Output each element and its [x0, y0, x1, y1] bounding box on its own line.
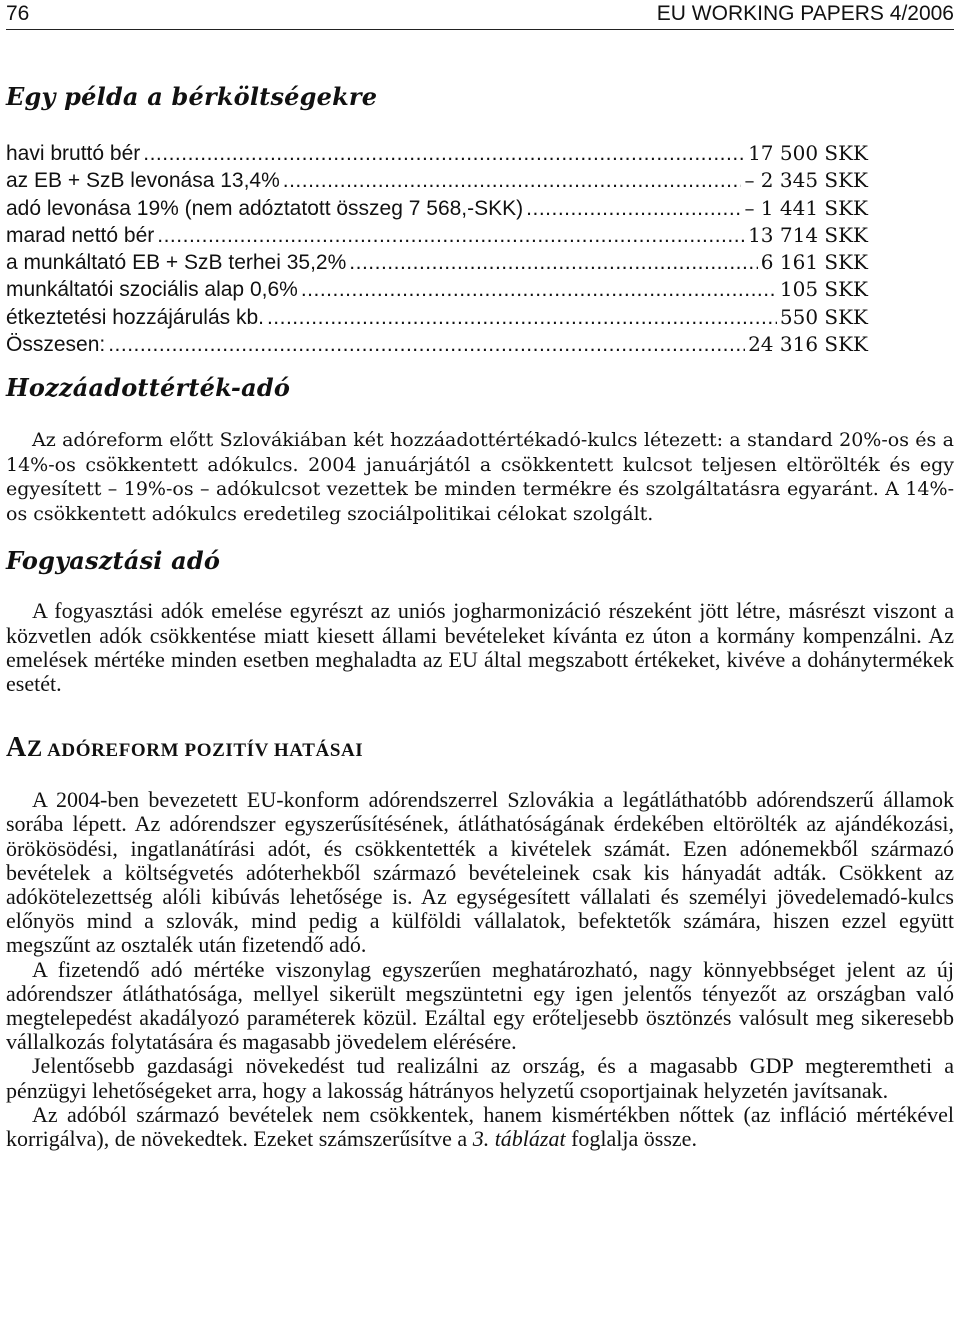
heading-small-caps: ADÓREFORM POZITÍV HATÁSAI — [42, 740, 364, 762]
wage-row — [6, 305, 868, 332]
running-title: EU WORKING PAPERS 4/2006 — [656, 2, 954, 25]
wage-row-value: 13 714 SKK — [748, 222, 868, 247]
wage-row-value: 17 500 SKK — [748, 141, 868, 165]
wage-row-label: marad nettó bér — [6, 223, 155, 247]
excise-paragraph: A fogyasztási adók emelése egyrészt az uniós jogharmonizáció részeként jött létre, másrészt viszont a közvetlen adók csökkentése miatt kiesett állami bevételeket kívánta ez úton a kormány kompenzálni. Az emelések mértéke minden esetben meghaladta az EU által megszabott értékeket, kivéve a dohánytermékek esetét. — [6, 598, 954, 696]
page-header — [6, 0, 954, 30]
wage-row — [6, 250, 868, 277]
page-number: 76 — [6, 2, 30, 25]
dot-leader — [526, 197, 741, 221]
wage-row-label: adó levonása 19% (nem adóztatott összeg 7 568,-SKK) — [6, 196, 524, 220]
dot-leader — [143, 142, 745, 166]
effects-paragraph-1: A 2004-ben bevezetett EU-konform adórendszerrel Szlovákia a legátláthatóbb adórendszerű államok sorába lépett. Az adórendszer egyszerűsítésének, átláthatóságának érdekében eltörölték az ajándékozási, örökösödési, ingatlanátírási adót, és csökkentették a kivételek számát. Ezen adónemekből származó bevételek a költségvetés adóterhekből származó bevételeinek csak kis hányadát adták. Csökkent az adókötelezettség alóli kibúvás lehetősége is. Az egységesített vállalati és személyi jövedelemadó-kulcs előnyös mind a szlovák, mind pedig a külföldi vállalatok, befektetők számára, hiszen ezzel együtt megszűnt az osztalék után fizetendő adó. — [6, 787, 954, 958]
dot-leader — [157, 224, 745, 248]
wage-row-label: étkeztetési hozzájárulás kb. — [6, 305, 264, 329]
vat-paragraph: Az adóreform előtt Szlovákiában két hozzáadottértékadó-kulcs létezett: a standard 20%-os és a 14%-os csökkentett adókulcs. 2004 januárjától a csökkentett kulcsot teljesen eltörölték és egy egyesített – 19%-os – adókulcsot vezettek be minden termékre és szolgáltatásra egyaránt. A 14%-os csökkentett adókulcs eredetileg szociálpolitikai célokat szolgált. — [6, 429, 954, 525]
heading-initial-a: A — [6, 732, 27, 764]
wage-row-label: az EB + SzB levonása 13,4% — [6, 169, 280, 193]
dot-leader — [108, 333, 745, 357]
dot-leader — [349, 251, 758, 275]
wage-row-value: 550 SKK — [779, 304, 868, 329]
wage-row-value: 24 316 SKK — [748, 332, 868, 357]
vat-heading: Hozzáadottérték-adó — [6, 373, 291, 403]
wage-row-label: a munkáltató EB + SzB terhei 35,2% — [6, 251, 347, 275]
wage-row-value: 105 SKK — [779, 277, 868, 302]
wage-row-label: havi bruttó bér — [6, 142, 141, 165]
wage-row-value: – 2 345 SKK — [744, 168, 868, 193]
wage-row — [6, 168, 868, 195]
table-reference-link[interactable]: 3. táblázat — [472, 1126, 566, 1152]
effects-paragraph-4 — [6, 1103, 954, 1151]
dot-leader — [283, 169, 742, 193]
effects-paragraph-4-text: Az adóból származó bevételek nem csökkentek, hanem kismértékben nőttek (az infláció mértékével korrigálva), de növekedtek. Ezeket számszerűsítve a — [6, 1101, 954, 1152]
wage-row-value: – 1 441 SKK — [744, 195, 868, 220]
effects-paragraph-2: A fizetendő adó mértéke viszonylag egyszerűen meghatározható, nagy könnyebbséget jelent az új adórendszer átláthatósága, mellyel sikerült megszüntetni egy igen jelentős tényezőt az országban való megtelepedést akadályozó paraméterek közül. Ezáltal egy erőteljesebb ösztönzés valósult meg sikeresebb vállalkozás folytatására és magasabb jövedelem elérésére. — [6, 956, 954, 1055]
wage-row — [6, 196, 868, 223]
heading-initial-z: Z — [26, 736, 43, 762]
wage-row — [6, 141, 868, 168]
wage-row — [6, 277, 868, 304]
wage-row — [6, 223, 868, 250]
excise-heading: Fogyasztási adó — [6, 546, 221, 576]
positive-effects-heading — [6, 732, 954, 764]
wage-example-list — [6, 141, 868, 359]
wage-row-total — [6, 332, 868, 359]
wage-row-label: munkáltatói szociális alap 0,6% — [6, 278, 298, 302]
dot-leader — [267, 306, 777, 330]
wage-example-heading: Egy példa a bérköltségekre — [6, 82, 378, 111]
page-content — [6, 82, 954, 1151]
wage-row-label: Összesen: — [6, 333, 106, 357]
dot-leader — [301, 278, 777, 302]
effects-paragraph-4-end: foglalja össze. — [565, 1126, 697, 1152]
effects-paragraph-3: Jelentősebb gazdasági növekedést tud realizálni az ország, és a magasabb GDP megteremtheti a pénzügyi lehetőségeket arra, hogy a lakosság hátrányos helyzetű csoportjainak helyzetén javítsanak. — [6, 1053, 954, 1103]
wage-row-value: 6 161 SKK — [760, 250, 868, 275]
